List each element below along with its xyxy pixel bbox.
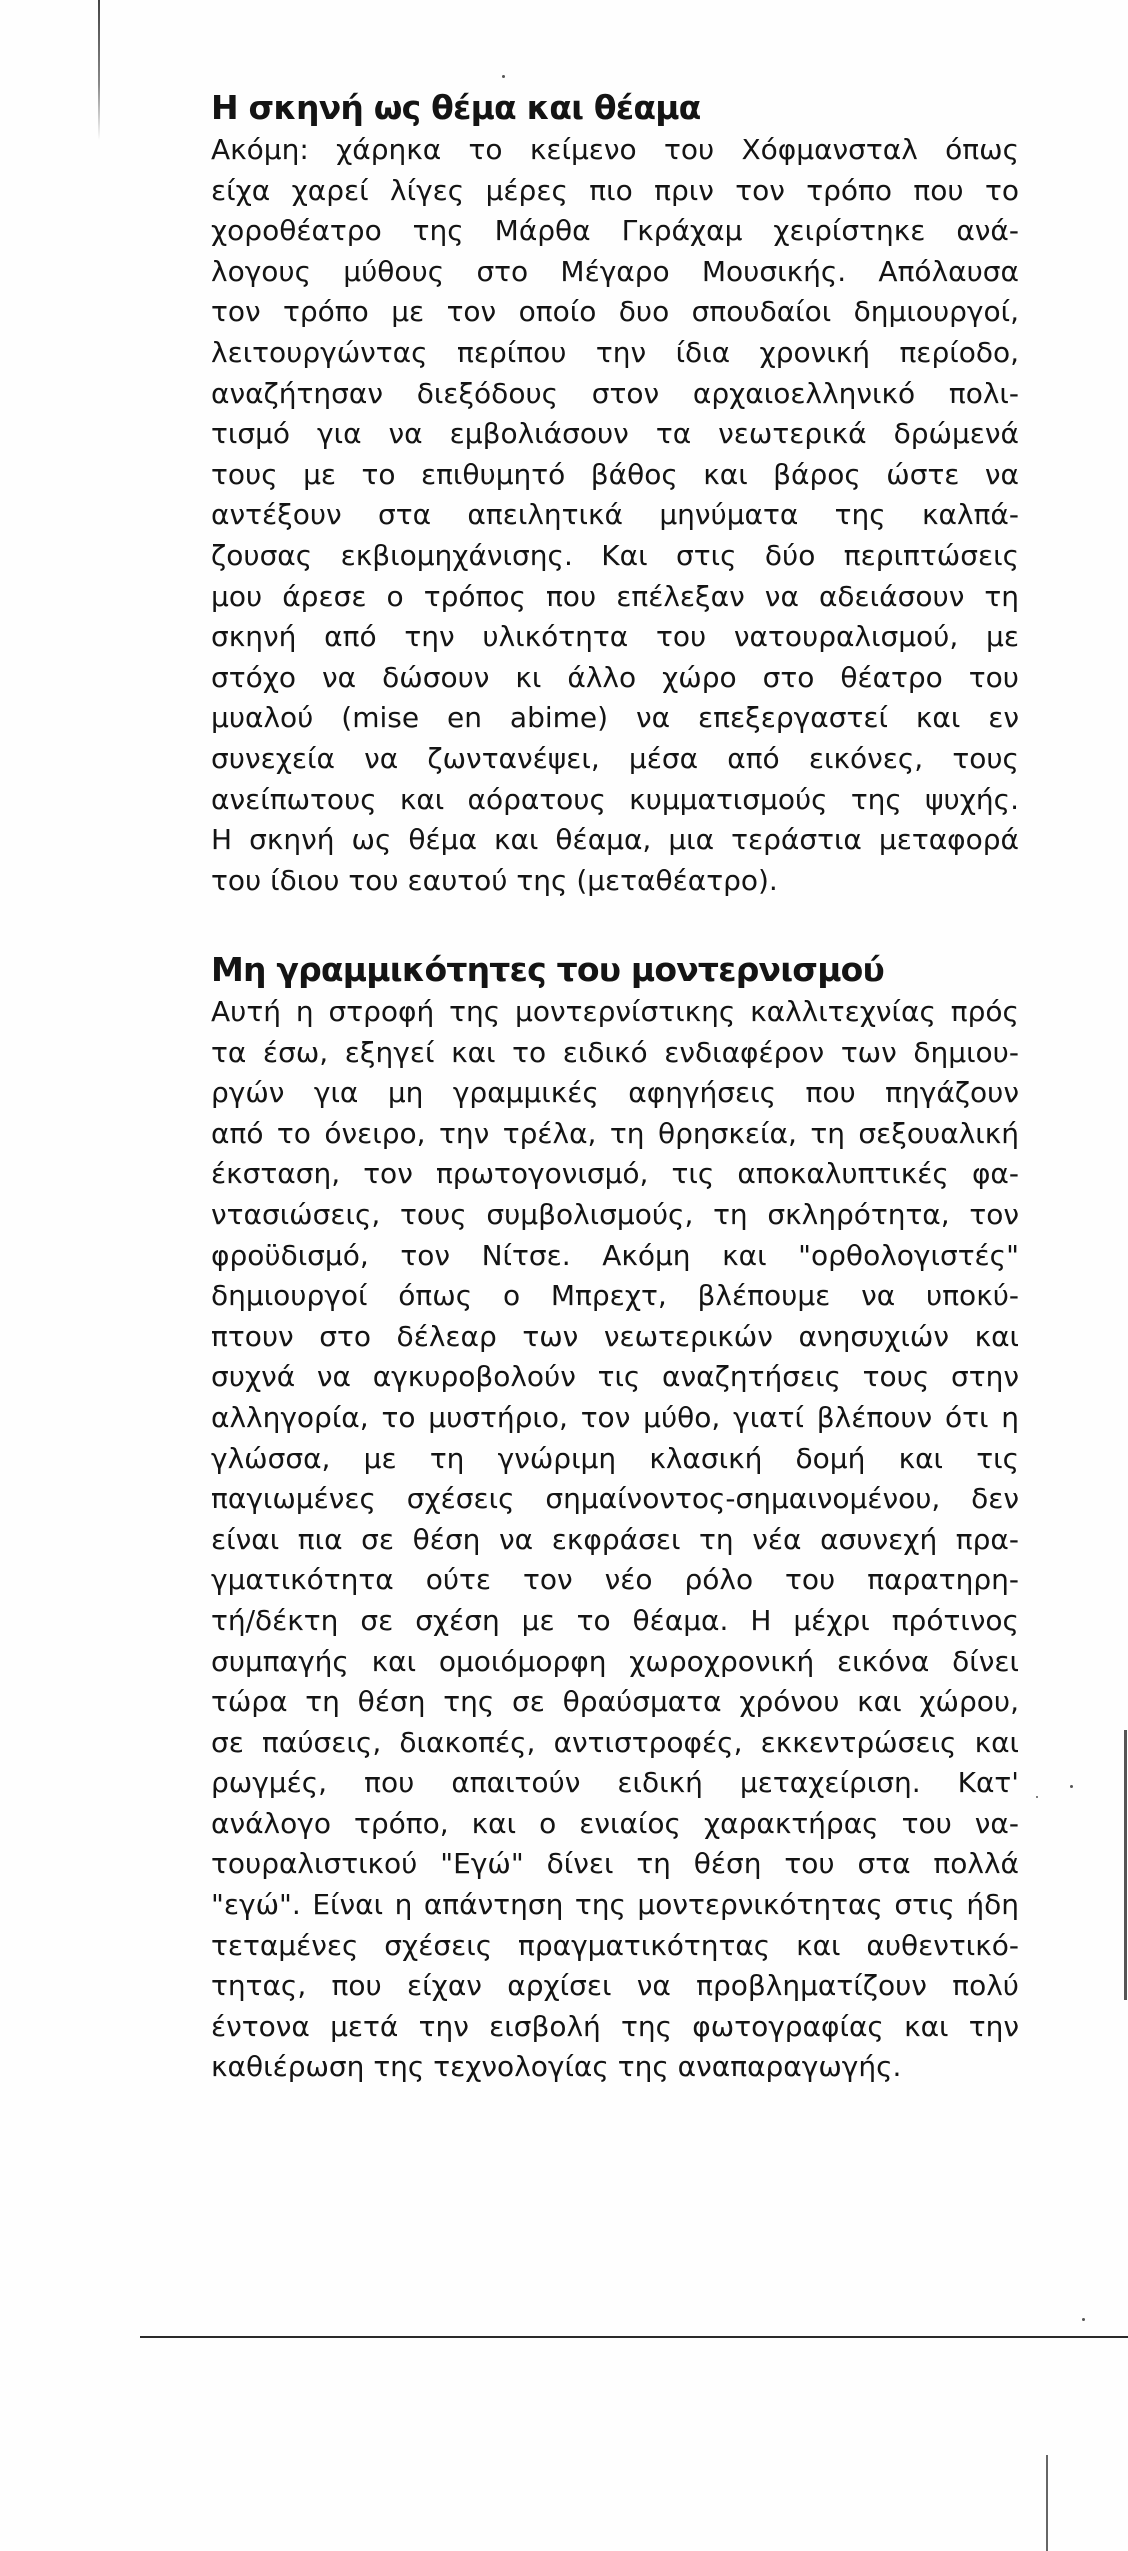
text-line: του ίδιου του εαυτού της (μεταθέατρο). — [211, 863, 778, 897]
text-line: στόχο να δώσουν κι άλλο χώρο στο θέατρο του — [211, 660, 1019, 694]
text-line: ζουσας εκβιομηχάνισης. Και στις δύο περιπτώσεις — [211, 538, 1019, 572]
section-modernism-nonlinearity — [211, 950, 1019, 2088]
text-line: σκηνή από την υλικότητα του νατουραλισμού, με — [211, 620, 1019, 654]
text-line: τητας, που είχαν αρχίσει να προβληματίζουν πολύ — [211, 1969, 1019, 2003]
text-line: γλώσσα, με τη γνώριμη κλασική δομή και τις — [211, 1441, 1019, 1475]
scan-speck — [1082, 2318, 1085, 2321]
text-line: ρωγμές, που απαιτούν ειδική μεταχείριση. Κατ' — [211, 1766, 1019, 1800]
scan-edge-mark — [1046, 2455, 1048, 2551]
text-line: είναι πια σε θέση να εκφράσει τη νέα ασυνεχή πρα- — [211, 1522, 1019, 1556]
text-line: συμπαγής και ομοιόμορφη χωροχρονική εικόνα δίνει — [211, 1644, 1019, 1678]
text-line: καθιέρωση της τεχνολογίας της αναπαραγωγής. — [211, 2050, 902, 2084]
scan-edge-mark — [98, 0, 100, 140]
scan-edge-mark — [1124, 1730, 1127, 2000]
text-line: ανάλογο τρόπο, και ο ενιαίος χαρακτήρας του να- — [211, 1806, 1019, 1840]
text-line: συνεχεία να ζωντανέψει, μέσα από εικόνες, τους — [211, 741, 1019, 775]
text-line: τους με το επιθυμητό βάθος και βάρος ώστε να — [211, 457, 1019, 491]
scan-speck — [1036, 1796, 1038, 1798]
text-line: τή/δέκτη σε σχέση με το θέαμα. Η μέχρι πρότινος — [211, 1603, 1019, 1637]
text-line: μυαλού (mise en abime) να επεξεργαστεί και εν — [211, 701, 1019, 735]
text-line: χοροθέατρο της Μάρθα Γκράχαμ χειρίστηκε ανά- — [211, 214, 1019, 248]
text-line: λογους μύθους στο Μέγαρο Μουσικής. Απόλαυσα — [211, 254, 1019, 288]
text-line: τισμό για να εμβολιάσουν τα νεωτερικά δρώμενά — [211, 417, 1019, 451]
text-line: Η σκηνή ως θέμα και θέαμα, μια τεράστια μεταφορά — [211, 823, 1019, 857]
text-line: δημιουργοί όπως ο Μπρεχτ, βλέπουμε να υποκύ- — [211, 1279, 1019, 1313]
text-line: αλληγορία, το μυστήριο, τον μύθο, γιατί βλέπουν ότι η — [211, 1400, 1019, 1434]
text-line: συχνά να αγκυροβολούν τις αναζητήσεις τους στην — [211, 1360, 1019, 1394]
text-line: από το όνειρο, την τρέλα, τη θρησκεία, τη σεξουαλική — [211, 1116, 1019, 1150]
section-body — [211, 130, 1019, 901]
scan-speck — [502, 75, 505, 78]
text-line: αντέξουν στα απειλητικά μηνύματα της καλπά- — [211, 498, 1019, 532]
text-line: ανείπωτους και αόρατους κυμματισμούς της ψυχής. — [211, 782, 1019, 816]
text-line: ργών για μη γραμμικές αφηγήσεις που πηγάζουν — [211, 1076, 1019, 1110]
text-line: φροϋδισμό, τον Νίτσε. Ακόμη και "ορθολογιστές" — [211, 1238, 1019, 1272]
scan-speck — [1070, 1785, 1073, 1788]
text-line: Αυτή η στροφή της μοντερνίστικης καλλιτεχνίας πρός — [211, 995, 1019, 1028]
text-line: παγιωμένες σχέσεις σημαίνοντος-σημαινομένου, δεν — [211, 1482, 1019, 1516]
bottom-divider — [140, 2336, 1128, 2338]
text-line: τον τρόπο με τον οποίο δυο σπουδαίοι δημιουργοί, — [211, 295, 1019, 329]
text-line: έκσταση, τον πρωτογονισμό, τις αποκαλυπτικές φα- — [211, 1157, 1019, 1191]
text-line: αναζήτησαν διεξόδους στον αρχαιοελληνικό πολι- — [211, 376, 1019, 410]
text-line: μου άρεσε ο τρόπος που επέλεξαν να αδειάσουν τη — [211, 579, 1019, 613]
text-line: Ακόμη: χάρηκα το κείμενο του Χόφμανσταλ όπως — [211, 133, 1019, 166]
text-line: έντονα μετά την εισβολή της φωτογραφίας και την — [211, 2009, 1019, 2043]
text-line: σε παύσεις, διακοπές, αντιστροφές, εκκεντρώσεις και — [211, 1725, 1019, 1759]
text-line: ντασιώσεις, τους συμβολισμούς, τη σκληρότητα, τον — [211, 1197, 1019, 1231]
text-line: γματικότητα ούτε τον νέο ρόλο του παρατηρη- — [211, 1563, 1019, 1597]
section-heading: Η σκηνή ως θέμα και θέαμα — [211, 88, 701, 127]
text-line: "εγώ". Είναι η απάντηση της μοντερνικότητας στις ήδη — [211, 1888, 1019, 1922]
section-stage-as-theme — [211, 88, 1019, 901]
text-line: τουραλιστικού "Εγώ" δίνει τη θέση του στα πολλά — [211, 1847, 1019, 1881]
section-heading: Μη γραμμικότητες του μοντερνισμού — [211, 950, 885, 989]
text-line: είχα χαρεί λίγες μέρες πιο πριν τον τρόπο που το — [211, 173, 1019, 207]
text-line: λειτουργώντας περίπου την ίδια χρονική περίοδο, — [211, 335, 1019, 369]
text-line: τώρα τη θέση της σε θραύσματα χρόνου και χώρου, — [211, 1685, 1019, 1719]
text-line: τεταμένες σχέσεις πραγματικότητας και αυθεντικό- — [211, 1928, 1019, 1962]
text-line: πτουν στο δέλεαρ των νεωτερικών ανησυχιών και — [211, 1319, 1019, 1353]
text-line: τα έσω, εξηγεί και το ειδικό ενδιαφέρον των δημιου- — [211, 1035, 1019, 1069]
section-body — [211, 992, 1019, 2088]
